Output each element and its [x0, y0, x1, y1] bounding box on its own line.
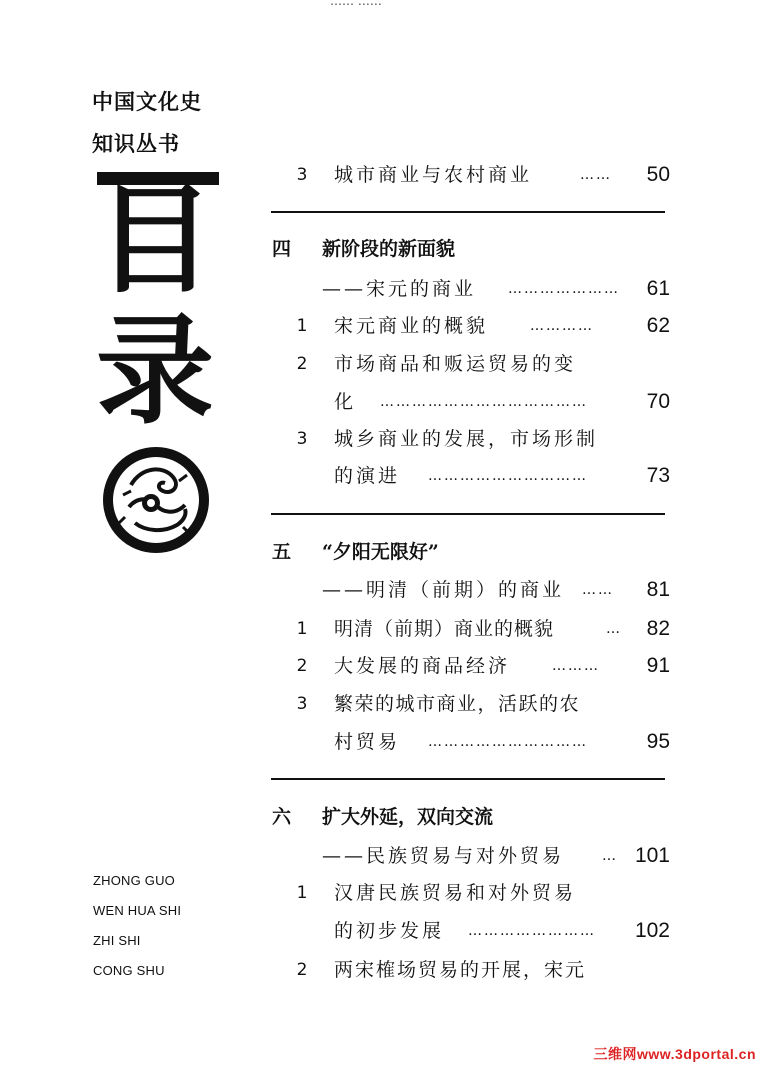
- leader-dots: …: [602, 848, 618, 864]
- toc-section-subtitle: [262, 573, 670, 607]
- entry-number: 2: [296, 960, 308, 980]
- leader-dots: ……: [580, 167, 612, 183]
- toc-entry: [262, 158, 670, 192]
- leader-dots: ………: [552, 658, 600, 674]
- site-watermark: 三维网www.3dportal.cn: [593, 1046, 756, 1062]
- toc-entry-continuation: [262, 725, 670, 759]
- page-number: 91: [646, 654, 670, 677]
- entry-number: 2: [296, 656, 308, 676]
- leader-dots: ……………………: [468, 923, 596, 939]
- leader-dots: …………………: [508, 281, 620, 297]
- entry-title: 两宋榷场贸易的开展，宋元: [334, 959, 587, 981]
- page-number: 102: [634, 919, 670, 942]
- heading-char-lu: 录: [95, 302, 214, 440]
- toc-section-subtitle: [262, 272, 670, 306]
- series-title-line-1: 中国文化史: [92, 90, 202, 114]
- section-divider: [271, 778, 665, 780]
- page-number: 95: [646, 730, 670, 753]
- entry-number: 2: [296, 354, 308, 374]
- leader-dots: …………………………: [428, 734, 588, 750]
- entry-title: 明清（前期）商业的概貌: [334, 618, 555, 640]
- page-top-fragment: …… ……: [330, 0, 382, 8]
- section-number: 五: [272, 541, 292, 563]
- leader-dots: …: [606, 621, 622, 637]
- entry-title-continuation: 的演进: [334, 465, 401, 487]
- section-subtitle: ——明清（前期）的商业: [322, 579, 565, 601]
- toc-entry: [262, 953, 670, 987]
- section-number: 六: [272, 806, 292, 828]
- entry-number: 3: [296, 694, 308, 714]
- page-number: 101: [634, 844, 670, 867]
- leader-dots: …………………………: [428, 468, 588, 484]
- toc-entry: [262, 876, 670, 910]
- toc-entry-continuation: [262, 914, 670, 948]
- leader-dots: ……: [582, 582, 614, 598]
- entry-title: 城市商业与农村商业: [334, 164, 533, 186]
- entry-title: 大发展的商品经济: [334, 655, 511, 677]
- pinyin-line-1: ZHONG GUO: [93, 873, 175, 888]
- page-number: 61: [646, 277, 670, 300]
- toc-entry: [262, 422, 670, 456]
- page-number: 82: [646, 617, 670, 640]
- heading-char-mu: 目: [95, 171, 214, 309]
- entry-title: 城乡商业的发展，市场形制: [334, 428, 599, 450]
- toc-section-heading: [262, 232, 670, 266]
- entry-title: 汉唐民族贸易和对外贸易: [334, 882, 577, 904]
- pinyin-line-3: ZHI SHI: [93, 933, 141, 948]
- page-number: 62: [646, 314, 670, 337]
- page-number: 73: [646, 464, 670, 487]
- entry-number: 3: [296, 429, 308, 449]
- entry-title: 繁荣的城市商业，活跃的农: [334, 693, 581, 715]
- section-divider: [271, 211, 665, 213]
- section-title: 扩大外延，双向交流: [322, 806, 494, 828]
- toc-section-heading: [262, 535, 670, 569]
- page-number: 50: [646, 163, 670, 186]
- toc-section-subtitle: [262, 839, 670, 873]
- toc-entry: [262, 687, 670, 721]
- toc-section-heading: [262, 800, 670, 834]
- leader-dots: …………………………………: [380, 394, 588, 410]
- section-number: 四: [272, 238, 292, 260]
- section-divider: [271, 513, 665, 515]
- series-title-line-2: 知识丛书: [92, 132, 180, 156]
- toc-entry: [262, 347, 670, 381]
- entry-title: 宋元商业的概貌: [334, 315, 489, 337]
- leader-dots: …………: [530, 318, 594, 334]
- toc-entry-continuation: [262, 459, 670, 493]
- pinyin-line-4: CONG SHU: [93, 963, 165, 978]
- entry-number: 1: [296, 316, 308, 336]
- pinyin-line-2: WEN HUA SHI: [93, 903, 182, 918]
- dragon-emblem-icon: [101, 445, 211, 555]
- entry-title-continuation: 化: [334, 391, 357, 413]
- toc-entry: [262, 612, 670, 646]
- entry-title-continuation: 的初步发展: [334, 920, 445, 942]
- toc-entry: [262, 309, 670, 343]
- section-title: 新阶段的新面貌: [322, 238, 456, 260]
- entry-title: 市场商品和贩运贸易的变: [334, 353, 577, 375]
- toc-entry: [262, 649, 670, 683]
- entry-number: 1: [296, 883, 308, 903]
- entry-number: 1: [296, 619, 308, 639]
- section-title: “夕阳无限好”: [322, 541, 439, 563]
- page-number: 81: [646, 578, 670, 601]
- section-subtitle: ——宋元的商业: [322, 278, 477, 300]
- toc-entry-continuation: [262, 385, 670, 419]
- section-subtitle: ——民族贸易与对外贸易: [322, 845, 565, 867]
- entry-number: 3: [296, 165, 308, 185]
- page-number: 70: [646, 390, 670, 413]
- entry-title-continuation: 村贸易: [334, 731, 401, 753]
